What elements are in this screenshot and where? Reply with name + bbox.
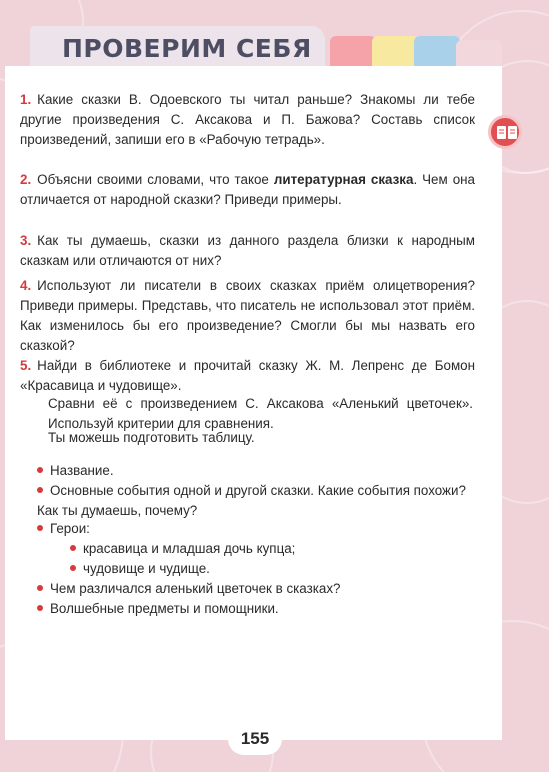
workbook-badge (488, 115, 522, 149)
bullet-icon (37, 467, 43, 473)
question-5-table-hint: Ты можешь подготовить таблицу. (48, 430, 255, 445)
question-number: 2. (20, 172, 32, 187)
question-text: Используют ли писатели в своих сказках приём олицетворения? Приведи примеры. Представь, что писатель не использовал этот приём. Как изменилось бы его произведение? Смогли бы мы назвать его сказкой? (20, 278, 475, 353)
criteria-text: чудовище и чудище. (83, 561, 210, 576)
question-number: 5. (20, 358, 32, 373)
criteria-item (37, 599, 475, 619)
bullet-icon (37, 585, 43, 591)
sub-criteria-item (70, 539, 470, 559)
question-number: 3. (20, 233, 32, 248)
criteria-text: Основные события одной и другой сказки. Какие события похожи? Как ты думаешь, почему? (37, 483, 466, 518)
question-text: Объясни своими словами, что такое (37, 172, 274, 187)
question-2 (20, 170, 475, 210)
criteria-text: Герои: (50, 521, 90, 536)
criteria-text: Чем различался аленький цветочек в сказках? (50, 581, 341, 596)
bullet-icon (37, 525, 43, 531)
page-title: ПРОВЕРИМ СЕБЯ (62, 34, 312, 63)
question-3 (20, 231, 475, 271)
criteria-text: Волшебные предметы и помощники. (50, 601, 279, 616)
question-text: Найди в библиотеке и прочитай сказку Ж. М. Лепренс де Бомон «Красавица и чудовище». (20, 358, 475, 393)
question-number: 1. (20, 92, 32, 107)
bullet-icon (70, 565, 76, 571)
question-number: 4. (20, 278, 32, 293)
question-text: Как ты думаешь, сказки из данного раздела близки к народным сказкам или отличаются от них? (20, 233, 475, 268)
criteria-item (37, 461, 475, 481)
key-term: литературная сказка (273, 172, 414, 187)
open-book-icon (496, 124, 518, 142)
bullet-icon (70, 545, 76, 551)
sub-criteria-item (70, 559, 470, 579)
page-number: 155 (228, 723, 282, 755)
criteria-text: Название. (50, 463, 114, 478)
criteria-text: красавица и младшая дочь купца; (83, 541, 296, 556)
question-text: . Чем она отличается от народной сказки? Приведи примеры. (20, 172, 475, 207)
bullet-icon (37, 487, 43, 493)
question-1 (20, 90, 475, 150)
question-4 (20, 276, 475, 356)
bullet-icon (37, 605, 43, 611)
criteria-item (37, 579, 475, 599)
criteria-item (37, 519, 475, 539)
question-text: Какие сказки В. Одоевского ты читал раньше? Знакомы ли тебе другие произведения С. Аксакова и П. Бажова? Составь список произведений, запиши его в «Рабочую тетрадь». (20, 92, 475, 147)
question-5 (20, 356, 475, 396)
criteria-item (37, 481, 475, 521)
question-5-compare: Сравни её с произведением С. Аксакова «Аленький цветочек». Используй критерии для сравнения. (48, 396, 473, 431)
